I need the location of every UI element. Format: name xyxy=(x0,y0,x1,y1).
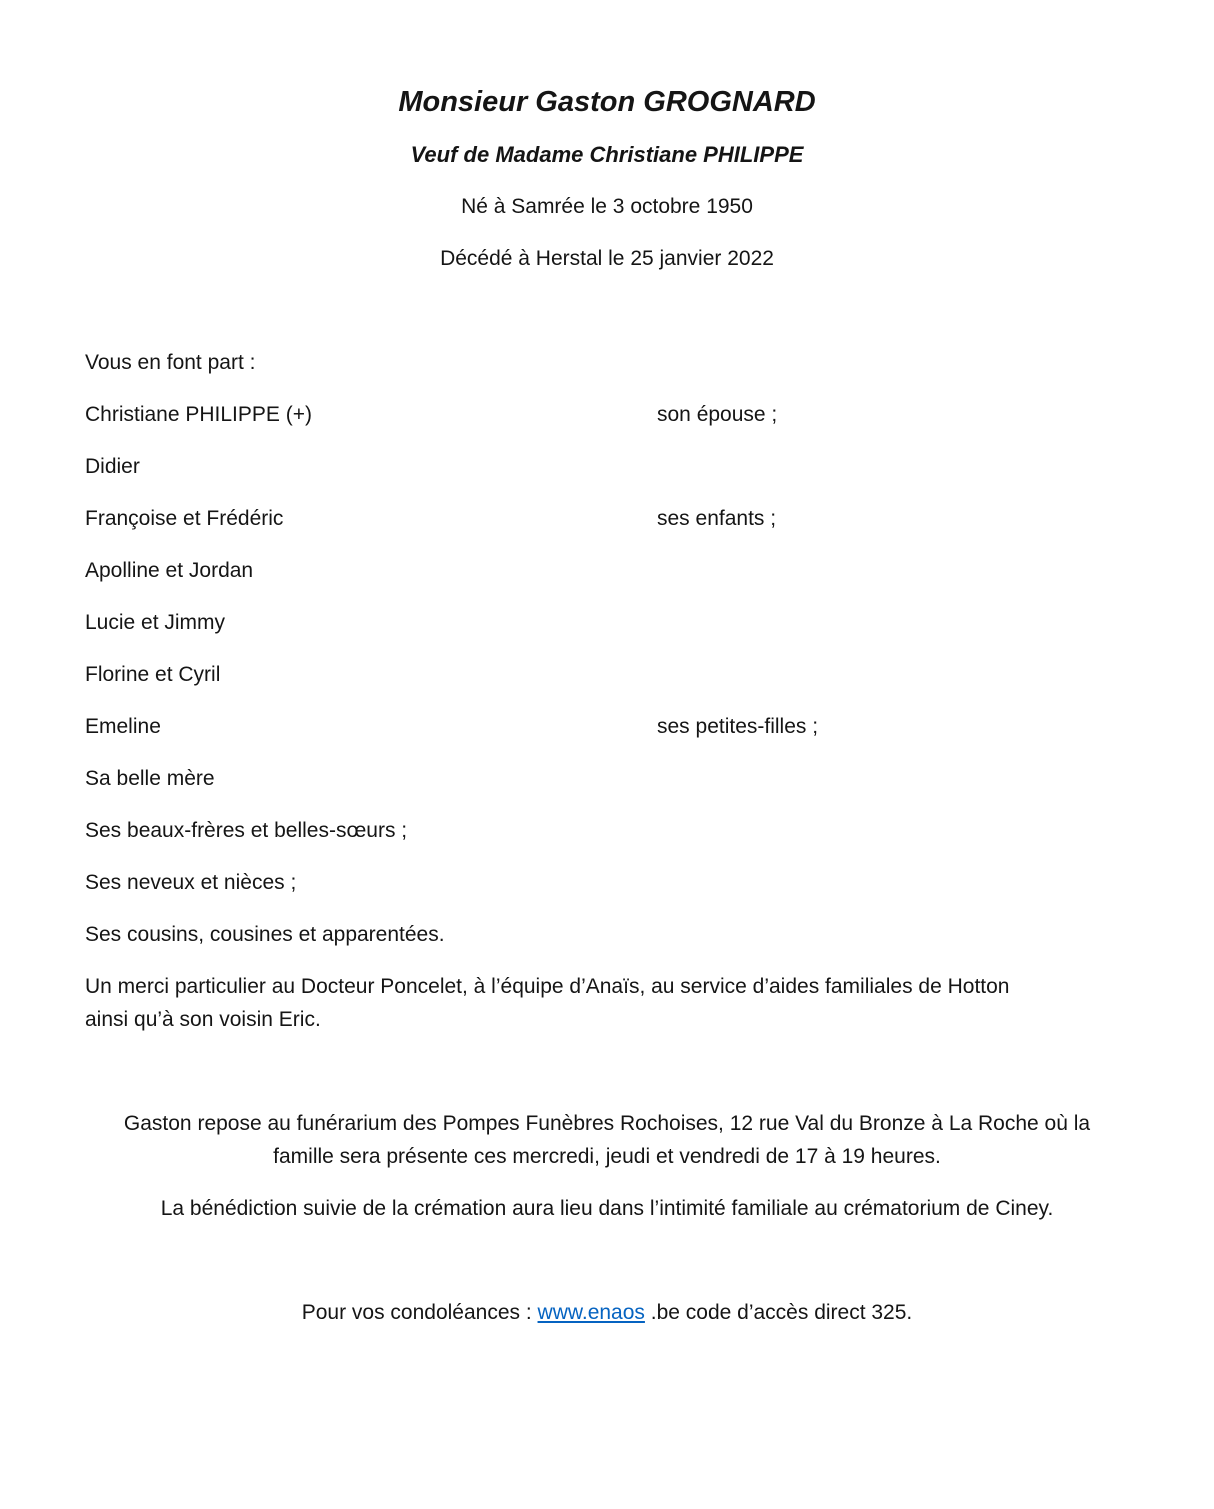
family-name: Ses neveux et nièces ; xyxy=(85,871,297,894)
condolences-paragraph xyxy=(69,1296,1145,1329)
family-row xyxy=(85,658,1129,691)
family-name: Ses cousins, cousines et apparentées. xyxy=(85,923,445,946)
family-name: Florine et Cyril xyxy=(85,663,221,686)
family-relation: ses enfants ; xyxy=(657,507,777,530)
spacer xyxy=(85,1055,1129,1088)
family-relation: son épouse ; xyxy=(657,403,778,426)
spacer xyxy=(85,1244,1129,1277)
family-name: Françoise et Frédéric xyxy=(85,507,284,530)
family-row xyxy=(85,762,1129,795)
family-row xyxy=(85,554,1129,587)
family-row xyxy=(85,814,1129,847)
family-row xyxy=(85,866,1129,899)
intro-line: Vous en font part : xyxy=(85,351,256,374)
family-name: Ses beaux-frères et belles-sœurs ; xyxy=(85,819,408,842)
family-name: Sa belle mère xyxy=(85,767,215,790)
family-name: Apolline et Jordan xyxy=(85,559,254,582)
family-name: Lucie et Jimmy xyxy=(85,611,226,634)
family-row xyxy=(85,398,1129,431)
condolences-suffix: .be code d’accès direct 325. xyxy=(644,1301,913,1324)
spacer xyxy=(85,294,1129,327)
death-line: Décédé à Herstal le 25 janvier 2022 xyxy=(440,247,774,270)
enaos-link[interactable]: www.enaos xyxy=(537,1301,645,1324)
family-relation: ses petites-filles ; xyxy=(657,715,819,738)
thanks-line-2: ainsi qu’à son voisin Eric. xyxy=(85,1008,321,1031)
family-row xyxy=(85,710,1129,743)
family-row xyxy=(85,606,1129,639)
family-name: Christiane PHILIPPE (+) xyxy=(85,403,313,426)
family-name: Emeline xyxy=(85,715,161,738)
benediction-paragraph xyxy=(69,1192,1145,1225)
condolences-line xyxy=(302,1296,913,1329)
family-name: Didier xyxy=(85,455,140,478)
benediction-line: La bénédiction suivie de la crémation aura lieu dans l’intimité familiale au crématorium de Ciney. xyxy=(160,1197,1054,1220)
birth-line: Né à Samrée le 3 octobre 1950 xyxy=(461,195,753,218)
deceased-name-title: Monsieur Gaston GROGNARD xyxy=(398,86,816,118)
family-row xyxy=(85,918,1129,951)
repose-line-2: famille sera présente ces mercredi, jeudi et vendredi de 17 à 19 heures. xyxy=(273,1145,941,1168)
condolences-prefix: Pour vos condoléances : xyxy=(301,1301,538,1324)
family-row xyxy=(85,502,1129,535)
repose-paragraph xyxy=(69,1107,1145,1173)
family-row xyxy=(85,450,1129,483)
repose-line-1: Gaston repose au funérarium des Pompes Funèbres Rochoises, 12 rue Val du Bronze à La Roche où la xyxy=(123,1112,1091,1135)
thanks-line-1: Un merci particulier au Docteur Poncelet, à l’équipe d’Anaïs, au service d’aides familiales de Hotton xyxy=(85,975,1010,998)
widower-subtitle: Veuf de Madame Christiane PHILIPPE xyxy=(410,142,804,167)
thanks-paragraph xyxy=(85,970,1129,1036)
